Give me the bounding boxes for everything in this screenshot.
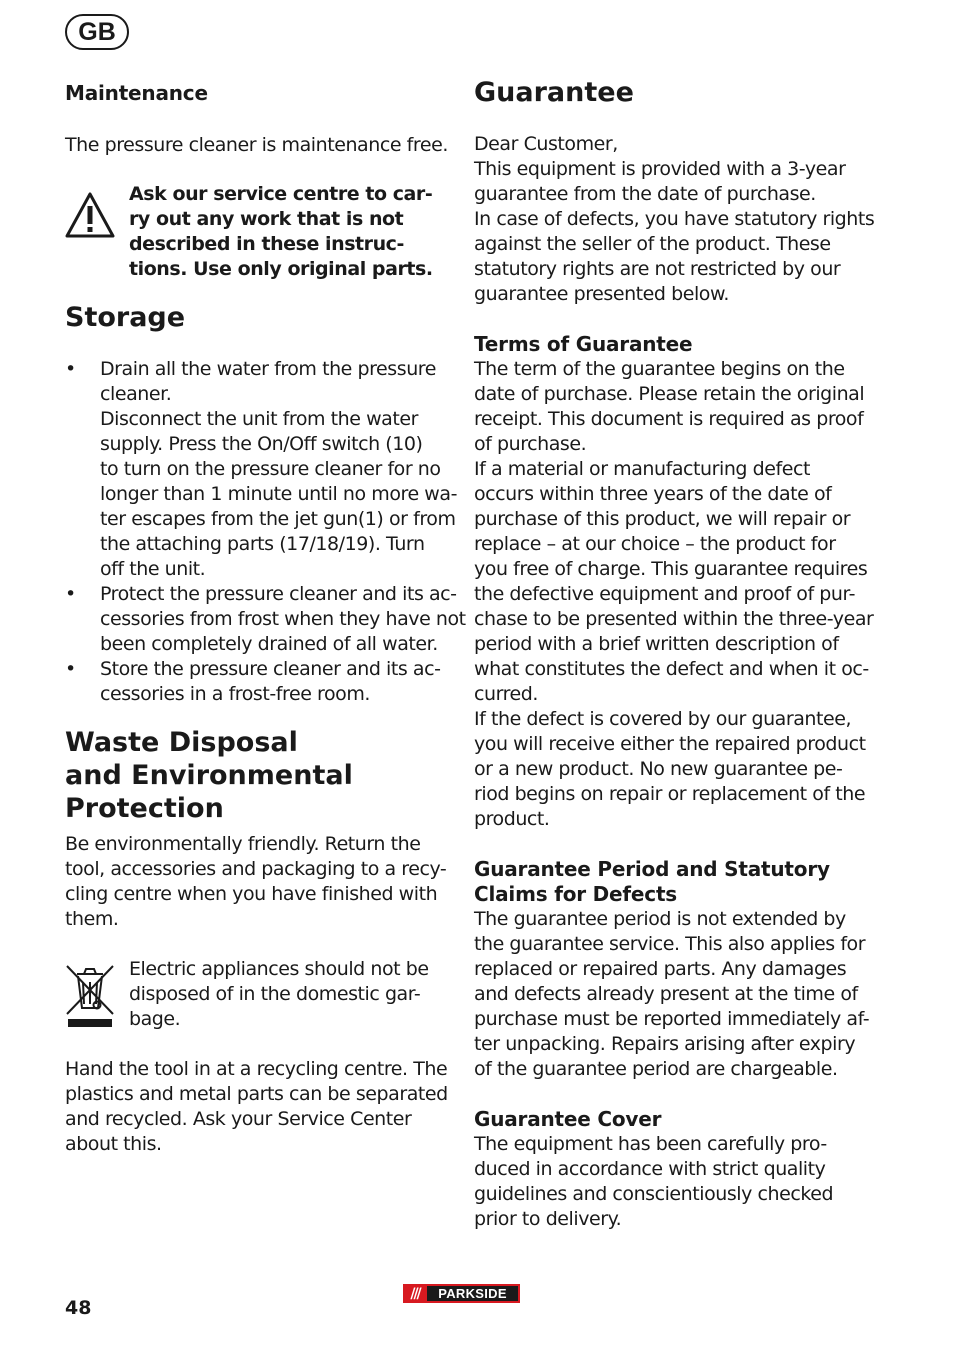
list-item: • Protect the pressure cleaner and its ac- cessories from frost when they have not been completely drained of all water. — [65, 582, 450, 657]
warning-line: described in these instruc- — [129, 233, 404, 255]
warning-text — [129, 182, 450, 282]
warning-line: tions. Use only original parts. — [129, 258, 433, 280]
period-heading: Claims for Defects — [474, 882, 678, 906]
logo-slashes: /// — [410, 1285, 420, 1302]
warning-triangle-icon — [65, 191, 115, 239]
warning-line: ry out any work that is not — [129, 208, 404, 230]
period-section: Guarantee Period and Statutory Claims for Defects The guarantee period is not extended by the guarantee service. This also applies for replaced or repaired parts. Any damages and defects already present at the time of purchase must be reported immediately af- ter unpacking. Repairs arising after expiry of the guarantee period are chargeable. — [474, 857, 870, 1080]
terms-section: Terms of Guarantee The term of the guarantee begins on the date of purchase. Please retain the original receipt. This document is required as proof of purchase. If a material or manufacturing defect occurs within three years of the date of purchase of this product, we will repair or replace – at our choice – the product for you free of charge. This guarantee requires the defective equipment and proof of pur- chase to be presented within the three-year period with a brief written description of what constitutes the defect and when it oc- curred. If the defect is covered by our guarantee, you will receive either the repaired product or a new product. No new guarantee pe- riod begins on repair or replacement of the product. — [474, 332, 874, 830]
crossed-out-bin-icon — [65, 962, 115, 1028]
guarantee-heading: Guarantee — [474, 77, 634, 108]
guarantee-intro: Dear Customer, This equipment is provided with a 3-year guarantee from the date of purchase. In case of defects, you have statutory rights against the seller of the product. These statutory rights are not restricted by our guarantee presented below. — [474, 133, 875, 305]
cover-heading: Guarantee Cover — [474, 1107, 662, 1131]
storage-heading: Storage — [65, 302, 186, 333]
list-item: • Drain all the water from the pressure cleaner. Disconnect the unit from the water supply. Press the On/Off switch (10) to turn on the pressure cleaner for no longer than 1 minute until no more wa- ter escapes from the jet gun(1) or from the attaching parts (17/18/19). Turn off the unit. — [65, 357, 450, 582]
terms-heading: Terms of Guarantee — [474, 332, 693, 356]
waste-intro: Be environmentally friendly. Return the tool, accessories and packaging to a recy- cling centre when you have finished with them. — [65, 833, 447, 930]
maintenance-heading: Maintenance — [65, 81, 208, 105]
storage-list — [65, 357, 466, 707]
parkside-logo — [403, 1284, 520, 1303]
storage-section — [65, 301, 450, 334]
waste-closing: Hand the tool in at a recycling centre. The plastics and metal parts can be separated and recycled. Ask your Service Center about this. — [65, 1058, 448, 1155]
list-item: • Store the pressure cleaner and its ac- cessories in a frost-free room. — [65, 657, 450, 707]
warning-line: Ask our service centre to car- — [129, 183, 433, 205]
logo-brand: PARKSIDE — [427, 1286, 518, 1301]
weee-text: Electric appliances should not be disposed of in the domestic gar- bage. — [129, 958, 429, 1030]
page-number: 48 — [65, 1297, 92, 1319]
maintenance-section — [65, 81, 450, 106]
maintenance-text: The pressure cleaner is maintenance free. — [65, 134, 448, 156]
period-heading: Guarantee Period and Statutory — [474, 857, 830, 881]
cover-section: Guarantee Cover The equipment has been carefully pro- duced in accordance with strict quality guidelines and conscientiously checked prior to delivery. — [474, 1107, 864, 1232]
language-badge: GB — [65, 14, 129, 50]
waste-heading: Waste Disposal and Environmental Protection — [65, 727, 353, 824]
